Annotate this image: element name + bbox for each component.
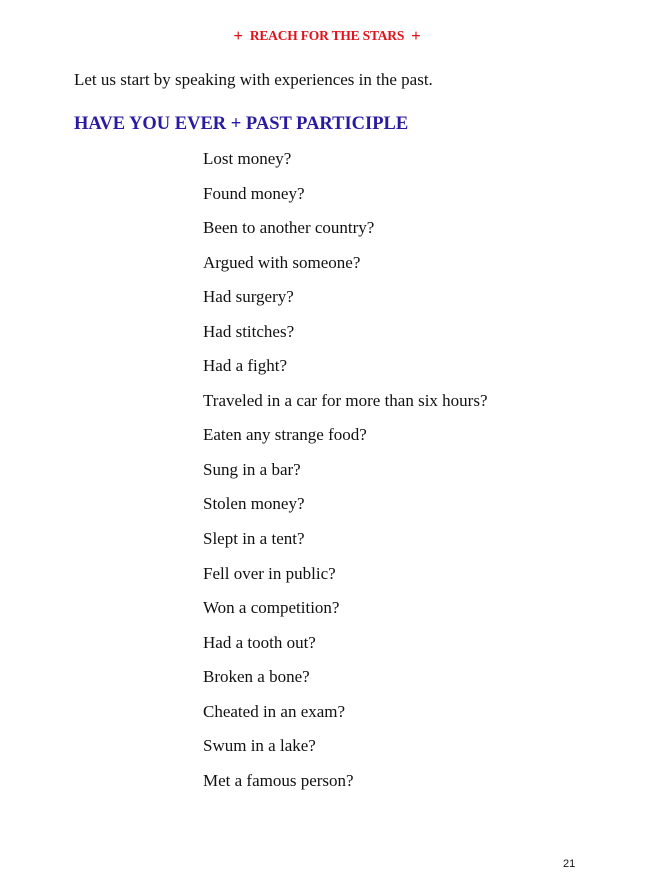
list-item: Eaten any strange food? <box>203 425 367 445</box>
list-item: Had a tooth out? <box>203 632 316 652</box>
cross-icon: + <box>411 26 421 45</box>
list-item: Found money? <box>203 183 305 203</box>
page-header <box>0 27 654 44</box>
list-item: Won a competition? <box>203 598 340 618</box>
list-item: Cheated in an exam? <box>203 701 346 721</box>
list-item: Traveled in a car for more than six hours? <box>203 390 488 410</box>
intro-text: Let us start by speaking with experiences in the past. <box>74 70 433 89</box>
list-item: Met a famous person? <box>203 770 354 790</box>
cross-icon: + <box>233 26 243 45</box>
list-item: Slept in a tent? <box>203 529 305 549</box>
list-item: Stolen money? <box>203 494 305 514</box>
question-list <box>203 149 488 805</box>
list-item: Argued with someone? <box>203 252 361 272</box>
list-item: Had stitches? <box>203 321 295 341</box>
list-item: Swum in a lake? <box>203 736 316 756</box>
list-item: Lost money? <box>203 149 292 168</box>
list-item: Fell over in public? <box>203 563 336 583</box>
list-item: Had surgery? <box>203 287 294 307</box>
list-item: Sung in a bar? <box>203 459 301 479</box>
list-item: Broken a bone? <box>203 667 310 687</box>
section-heading: HAVE YOU EVER + PAST PARTICIPLE <box>74 114 409 134</box>
header-title: REACH FOR THE STARS <box>249 27 405 43</box>
list-item: Been to another country? <box>203 218 375 238</box>
page-number: 21 <box>563 858 576 870</box>
list-item: Had a fight? <box>203 356 288 376</box>
